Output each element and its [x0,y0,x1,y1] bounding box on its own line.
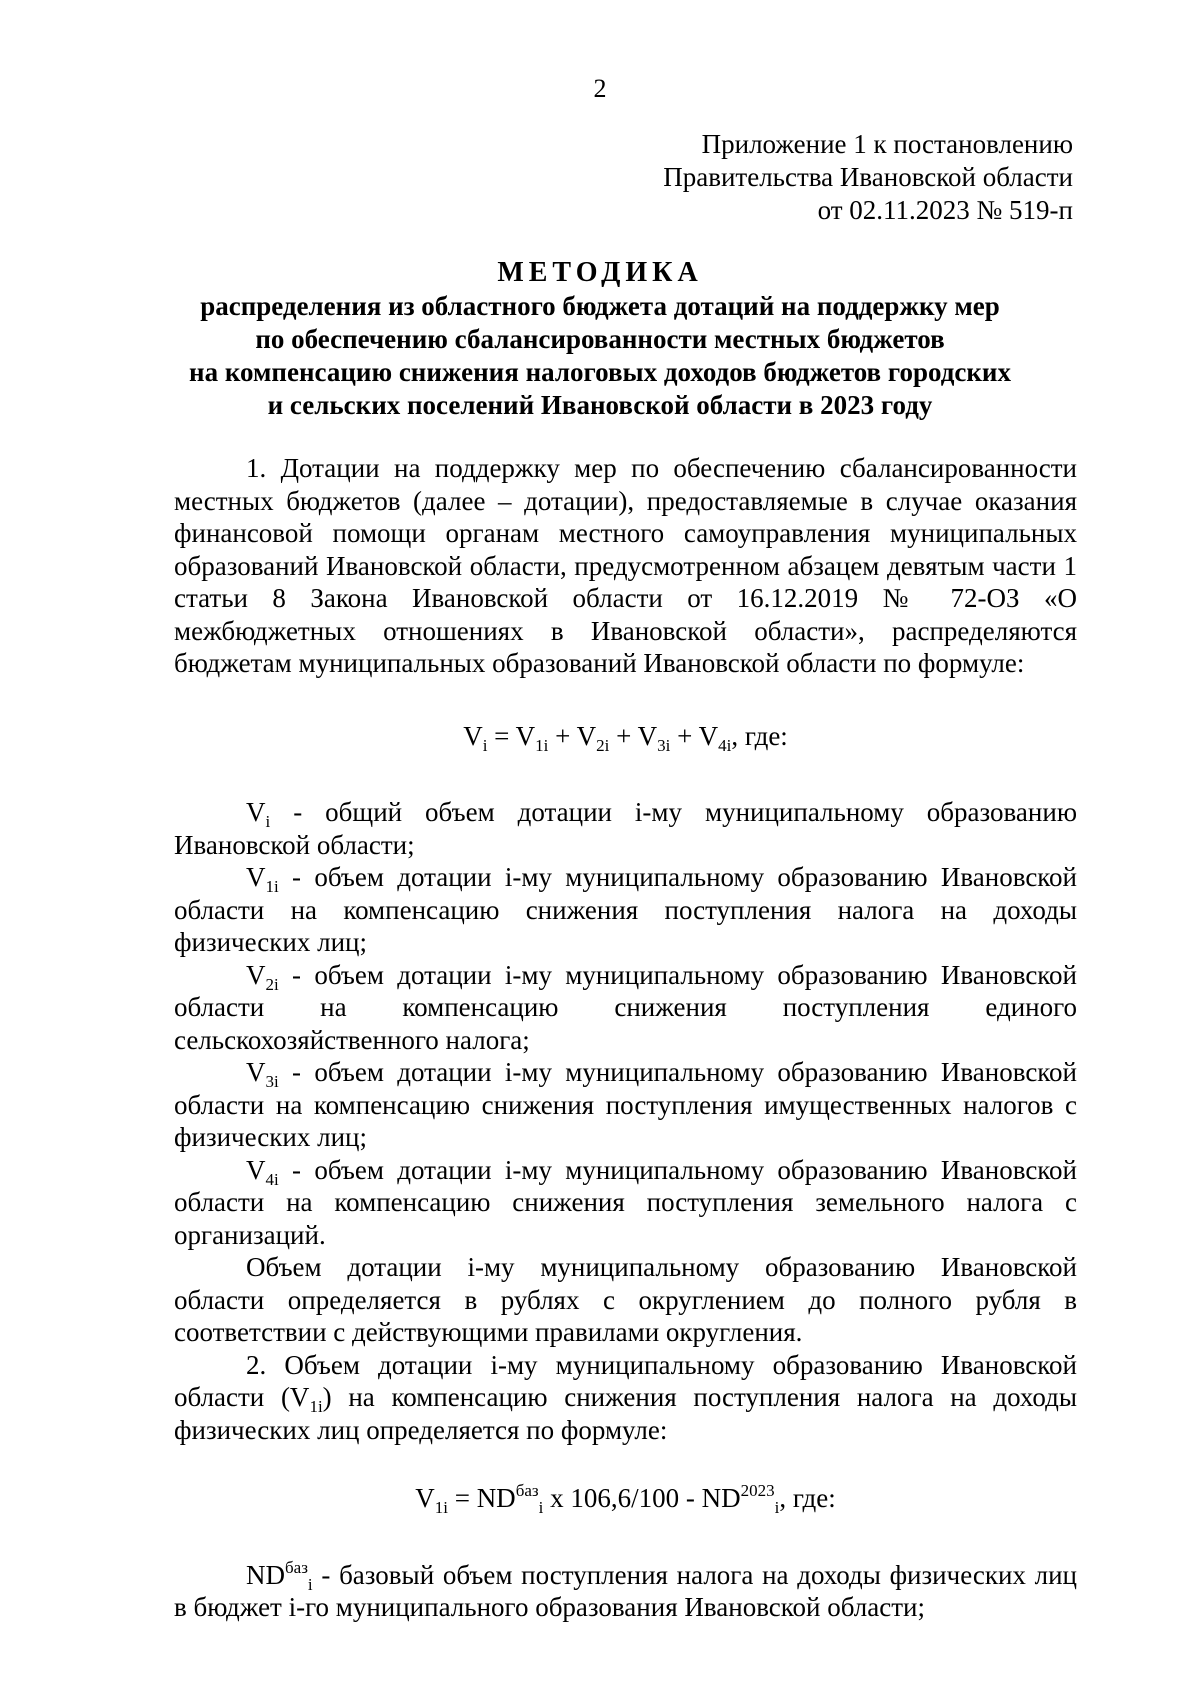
approval-line-1: Приложение 1 к постановлению [701,129,1073,159]
title-line-3: на компенсацию снижения налоговых доходов бюджетов городских [189,357,1011,387]
document-body [174,452,1077,1624]
definition-nd-base: $ND^{баз}_i$ - базовый объем поступления налога на доходы физических лиц в бюджет i-го муниципального образования Ивановской области; [174,1557,1077,1622]
page-number: 2 [593,74,607,103]
paragraph-1: 1. Дотации на поддержку мер по обеспечению сбалансированности местных бюджетов (далее – дотации), предоставляемые в случае оказания финансовой помощи органам местного самоуправления муниципальных образований Ивановской области, предусмотренном абзацем девятым части 1 статьи 8 Закона Ивановской области от 16.12.2019 № 72-ОЗ «О межбюджетных отношениях в Ивановской области», распределяются бюджетам муниципальных образований Ивановской области по формуле: [174,453,1077,678]
title-line-2: по обеспечению сбалансированности местных бюджетов [255,324,945,354]
paragraph-rounding: Объем дотации i-му муниципальному образованию Ивановской области определяется в рублях с округлением до полного рубля в соответствии с действующими правилами округления. [174,1252,1077,1347]
definition-v3i: $V_{3i}$ - объем дотации i-му муниципальному образованию Ивановской области на компенсацию снижения поступления имущественных налогов с физических лиц; [174,1057,1077,1152]
definition-v4i: $V_{4i}$ - объем дотации i-му муниципальному образованию Ивановской области на компенсацию снижения поступления земельного налога с организаций. [174,1154,1077,1250]
formula-v1i: $V_{1i} = ND^{баз}_i$ x $106,6/100 - ND^{2023}_i$, где: [415,1481,836,1517]
definition-v2i: $V_{2i}$ - объем дотации i-му муниципальному образованию Ивановской области на компенсацию снижения поступления единого сельскохозяйственного налога; [174,959,1077,1055]
formula-total: $V_i = V_{1i} + V_{2i} + V_{3i} + V_{4i}$, где: [463,720,788,755]
document-title [0,256,1200,422]
title-line-4: и сельских поселений Ивановской области в 2023 году [267,390,933,420]
approval-line-3: от 02.11.2023 № 519-п [817,195,1073,225]
title-main: МЕТОДИКА [497,257,703,288]
definition-vi: $V_i$ - общий объем дотации i-му муниципальному образованию Ивановской области; [174,797,1077,860]
paragraph-2: 2. Объем дотации i-му муниципальному образованию Ивановской области $(V_{1i})$ на компенсацию снижения поступления налога на доходы физических лиц определяется по формуле: [174,1349,1077,1445]
approval-line-2: Правительства Ивановской области [663,162,1073,192]
approval-note [663,128,1073,227]
title-line-1: распределения из областного бюджета дотаций на поддержку мер [200,291,1000,321]
definition-v1i: $V_{1i}$ - объем дотации i-му муниципальному образованию Ивановской области на компенсацию снижения поступления налога на доходы физических лиц; [174,862,1077,957]
